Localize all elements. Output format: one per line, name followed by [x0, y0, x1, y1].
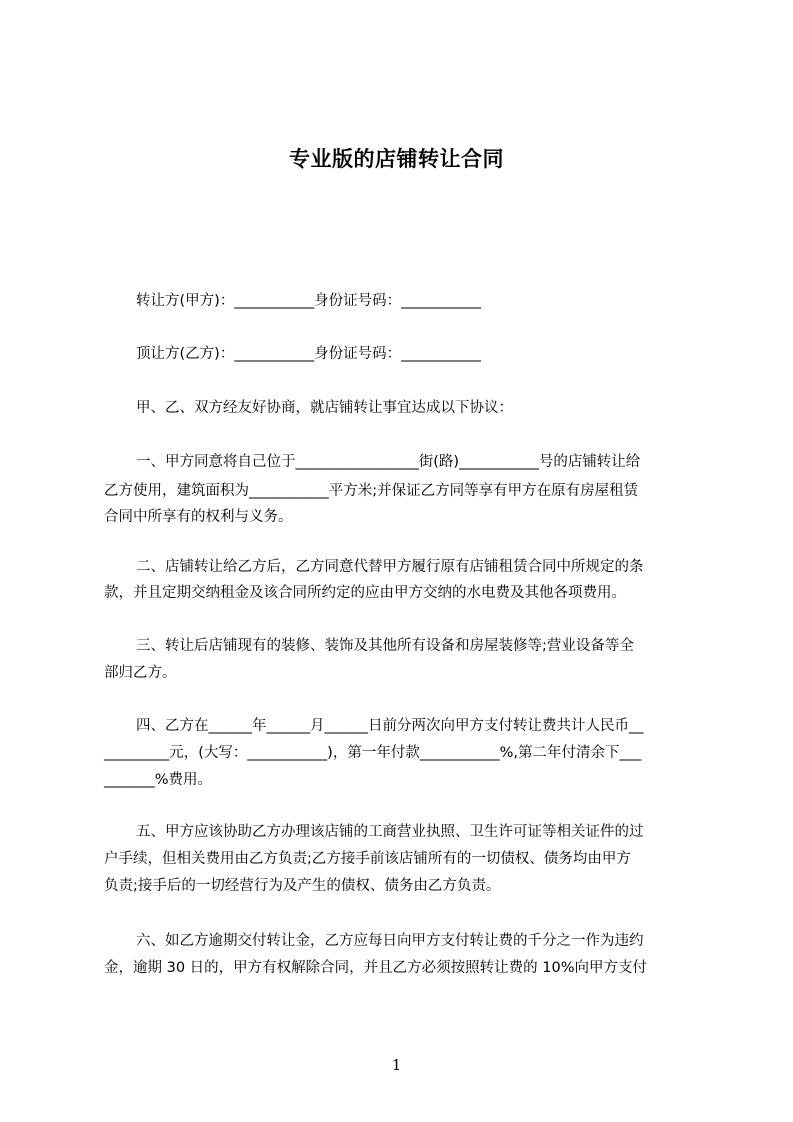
document-title: 专业版的店铺转让合同 — [289, 147, 504, 171]
clause-4-line: _______%费用。 — [104, 772, 213, 788]
clause-6-line: 六、如乙方逾期交付转让金，乙方应每日向甲方支付转让费的千分之一作为违约 — [136, 933, 644, 949]
clause-4-line: _________元，(大写：___________)，第一年付款___________%,第二年付清余下___ — [104, 745, 642, 761]
clause-5-line: 户手续，但相关费用由乙方负责;乙方接手前该店铺所有的一切债权、债务均由甲方 — [104, 851, 631, 867]
clause-6-line: 金，逾期 30 日的，甲方有权解除合同，并且乙方必须按照转让费的 10%向甲方支付 — [104, 960, 648, 976]
page-number: 1 — [391, 1056, 402, 1074]
clause-2-line: 款，并且定期交纳租金及该合同所约定的应由甲方交纳的水电费及其他各项费用。 — [104, 585, 626, 601]
party-b-line: 顶让方(乙方)：___________身份证号码：___________ — [136, 346, 481, 362]
clause-3-line: 部归乙方。 — [104, 665, 177, 681]
clause-4-line: 四、乙方在______年______月______日前分两次向甲方支付转让费共计人民币__ — [136, 718, 644, 734]
clause-1-line: 一、甲方同意将自己位于_________________街(路)___________号的店铺转让给 — [136, 454, 641, 470]
clause-5-line: 五、甲方应该协助乙方办理该店铺的工商营业执照、卫生许可证等相关证件的过 — [136, 824, 644, 840]
clause-3-line: 三、转让后店铺现有的装修、装饰及其他所有设备和房屋装修等;营业设备等全 — [136, 638, 634, 654]
party-a-line: 转让方(甲方)：___________身份证号码：___________ — [136, 293, 481, 309]
intro-paragraph: 甲、乙、双方经友好协商，就店铺转让事宜达成以下协议： — [136, 400, 513, 416]
clause-1-line: 合同中所享有的权利与义务。 — [104, 509, 293, 525]
clause-2-line: 二、店铺转让给乙方后，乙方同意代替甲方履行原有店铺租赁合同中所规定的条 — [136, 559, 644, 575]
clause-5-line: 负责;接手后的一切经营行为及产生的债权、债务由乙方负责。 — [104, 878, 501, 894]
clause-1-line: 乙方使用，建筑面积为___________平方米;并保证乙方同等享有甲方在原有房屋租赁 — [104, 483, 639, 499]
